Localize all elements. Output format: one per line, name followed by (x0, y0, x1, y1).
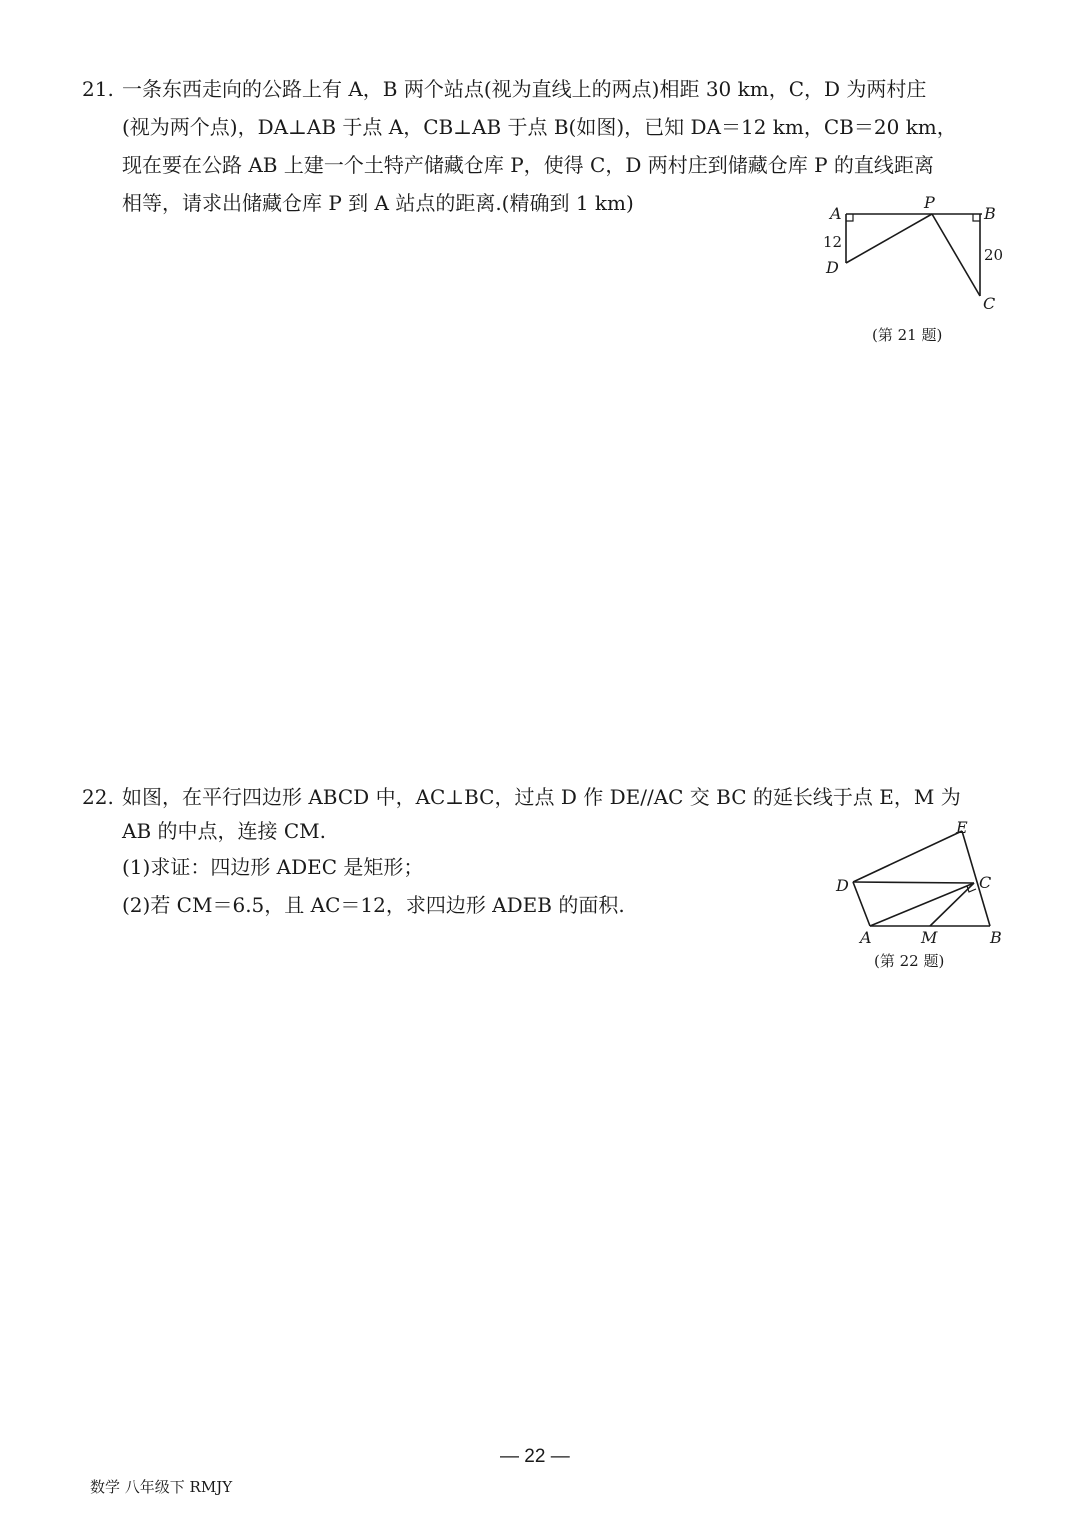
figure-22-diagram (830, 815, 1010, 950)
segment-ac (870, 883, 974, 926)
problem-21-line-2: (视为两个点)，DA⊥AB 于点 A，CB⊥AB 于点 B(如图)，已知 DA＝12 km，CB＝20 km， (122, 115, 957, 139)
label-cb-length: 20 (984, 246, 1004, 264)
problem-22-line-2: AB 的中点，连接 CM. (122, 819, 326, 843)
problem-22-number: 22. (82, 785, 114, 809)
figure-21 (810, 188, 1020, 318)
segment-dp (846, 214, 932, 263)
problem-21-number: 21. (82, 77, 114, 101)
label-a: A (830, 204, 842, 223)
figure-22 (830, 815, 1010, 950)
book-label: 数学 八年级下 RMJY (90, 1478, 233, 1496)
right-angle-a (846, 214, 853, 221)
label-c: C (983, 294, 996, 313)
label-d: D (826, 258, 839, 277)
label-d: D (836, 876, 849, 895)
segment-dc (853, 882, 974, 883)
problem-22-part-1: (1)求证：四边形 ADEC 是矩形； (122, 855, 424, 879)
segment-mc (930, 883, 974, 926)
label-a: A (860, 928, 872, 947)
label-e: E (956, 818, 968, 837)
figure-21-diagram (810, 188, 1020, 318)
problem-21-line-1: 一条东西走向的公路上有 A，B 两个站点(视为直线上的两点)相距 30 km，C，D 为两村庄 (122, 77, 927, 101)
segment-da (853, 882, 870, 926)
figure-22-caption: (第 22 题) (874, 952, 945, 970)
figure-21-caption: (第 21 题) (872, 326, 943, 344)
right-angle-b (973, 214, 980, 221)
right-angle-c (967, 886, 976, 892)
problem-21-line-4: 相等，请求出储藏仓库 P 到 A 站点的距离.(精确到 1 km) (122, 191, 634, 215)
label-b: B (990, 928, 1002, 947)
label-m: M (921, 928, 938, 947)
label-c: C (979, 873, 992, 892)
label-da-length: 12 (823, 233, 843, 251)
segment-pc (932, 214, 980, 296)
page-number: — 22 — (500, 1446, 570, 1467)
segment-de (853, 831, 962, 882)
problem-22-line-1: 如图，在平行四边形 ABCD 中，AC⊥BC，过点 D 作 DE//AC 交 BC 的延长线于点 E，M 为 (122, 785, 961, 809)
problem-21-line-3: 现在要在公路 AB 上建一个土特产储藏仓库 P，使得 C，D 两村庄到储藏仓库 P 的直线距离 (122, 153, 934, 177)
label-b: B (984, 204, 996, 223)
label-p: P (924, 193, 935, 212)
problem-22-part-2: (2)若 CM＝6.5，且 AC＝12，求四边形 ADEB 的面积. (122, 893, 625, 917)
